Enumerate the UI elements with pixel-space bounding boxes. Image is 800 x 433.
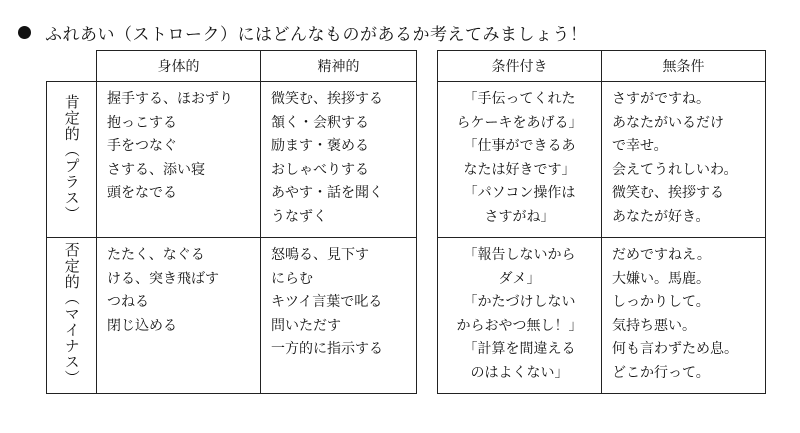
cell-line: からおやつ無し！」 xyxy=(456,317,583,334)
cell-line: 抱っこする xyxy=(107,114,177,131)
cell-line: たたく、なぐる xyxy=(107,247,205,263)
cell-line: 何も言わずため息。 xyxy=(612,341,738,357)
cell-line: あなたがいるだけ xyxy=(612,114,724,131)
cell-positive-conditional xyxy=(438,82,602,238)
cell-line: らケーキをあげる」 xyxy=(456,114,583,131)
header-mental: 精神的 xyxy=(261,51,417,82)
cell-negative-unconditional xyxy=(602,238,766,394)
cell-line: 「計算を間違える xyxy=(463,341,576,357)
cell-line: 頭をなでる xyxy=(107,185,177,201)
cell-line: 「手伝ってくれた xyxy=(463,91,576,107)
heading-text: ふれあい（ストローク）にはどんなものがあるか考えてみましょう！ xyxy=(45,24,588,45)
cell-line: あやす・話を聞く xyxy=(271,185,383,201)
cell-negative-conditional xyxy=(438,238,602,394)
cell-line: 手をつなぐ xyxy=(107,138,177,154)
cell-line: おしゃべりする xyxy=(271,161,369,178)
cell-line: ける、突き飛ばす xyxy=(107,270,219,287)
cell-line: 大嫌い。馬鹿。 xyxy=(612,270,710,287)
cell-line: 「パソコン操作は xyxy=(463,185,576,201)
header-unconditional: 無条件 xyxy=(602,51,766,82)
cell-line: あなたが好き。 xyxy=(612,208,710,225)
cell-line: しっかりして。 xyxy=(612,294,710,310)
cell-line: 気持ち悪い。 xyxy=(612,317,696,334)
cell-positive-physical xyxy=(97,82,261,238)
right-table xyxy=(437,50,766,394)
bullet-icon xyxy=(18,26,31,39)
cell-line: 握手する、ほおずり xyxy=(107,91,233,107)
cell-line: のはよくない」 xyxy=(470,364,569,381)
cell-line: 励ます・褒める xyxy=(271,138,369,154)
cell-line: さすがね」 xyxy=(484,208,555,225)
row-label-negative: 否定的（マイナス） xyxy=(47,238,97,394)
cell-line: キツイ言葉で叱る xyxy=(271,294,383,310)
cell-line: で幸せ。 xyxy=(612,138,668,154)
cell-line: さすがですね。 xyxy=(612,91,710,107)
cell-line: 「仕事ができるあ xyxy=(463,138,576,154)
cell-negative-physical xyxy=(97,238,261,394)
cell-line: どこか行って。 xyxy=(612,364,710,381)
cell-line: 一方的に指示する xyxy=(271,341,383,357)
cell-line: 怒鳴る、見下す xyxy=(271,247,369,263)
cell-line: にらむ xyxy=(271,270,313,287)
cell-positive-unconditional xyxy=(602,82,766,238)
cell-positive-mental xyxy=(261,82,417,238)
cell-line: なたは好きです」 xyxy=(463,161,576,178)
cell-line: さする、添い寝 xyxy=(107,161,205,178)
cell-line: 微笑む、挨拶する xyxy=(612,185,724,201)
cell-line: 問いただす xyxy=(271,317,341,334)
cell-line: 「報告しないから xyxy=(463,247,576,263)
cell-line: 閉じ込める xyxy=(107,317,177,334)
header-physical: 身体的 xyxy=(97,51,261,82)
cell-line: だめですねえ。 xyxy=(612,247,711,263)
cell-line: 会えてうれしいわ。 xyxy=(612,161,738,178)
cell-negative-mental xyxy=(261,238,417,394)
cell-line: つねる xyxy=(107,294,149,310)
page-heading xyxy=(18,18,588,46)
cell-line: ダメ」 xyxy=(498,270,541,287)
left-table xyxy=(46,50,417,394)
left-table-corner xyxy=(47,51,97,82)
cell-line: 頷く・会釈する xyxy=(271,114,369,131)
header-conditional: 条件付き xyxy=(438,51,602,82)
cell-line: 「かたづけしない xyxy=(463,294,576,310)
cell-line: うなずく xyxy=(271,208,327,225)
row-label-positive: 肯定的（プラス） xyxy=(47,82,97,238)
cell-line: 微笑む、挨拶する xyxy=(271,91,383,107)
